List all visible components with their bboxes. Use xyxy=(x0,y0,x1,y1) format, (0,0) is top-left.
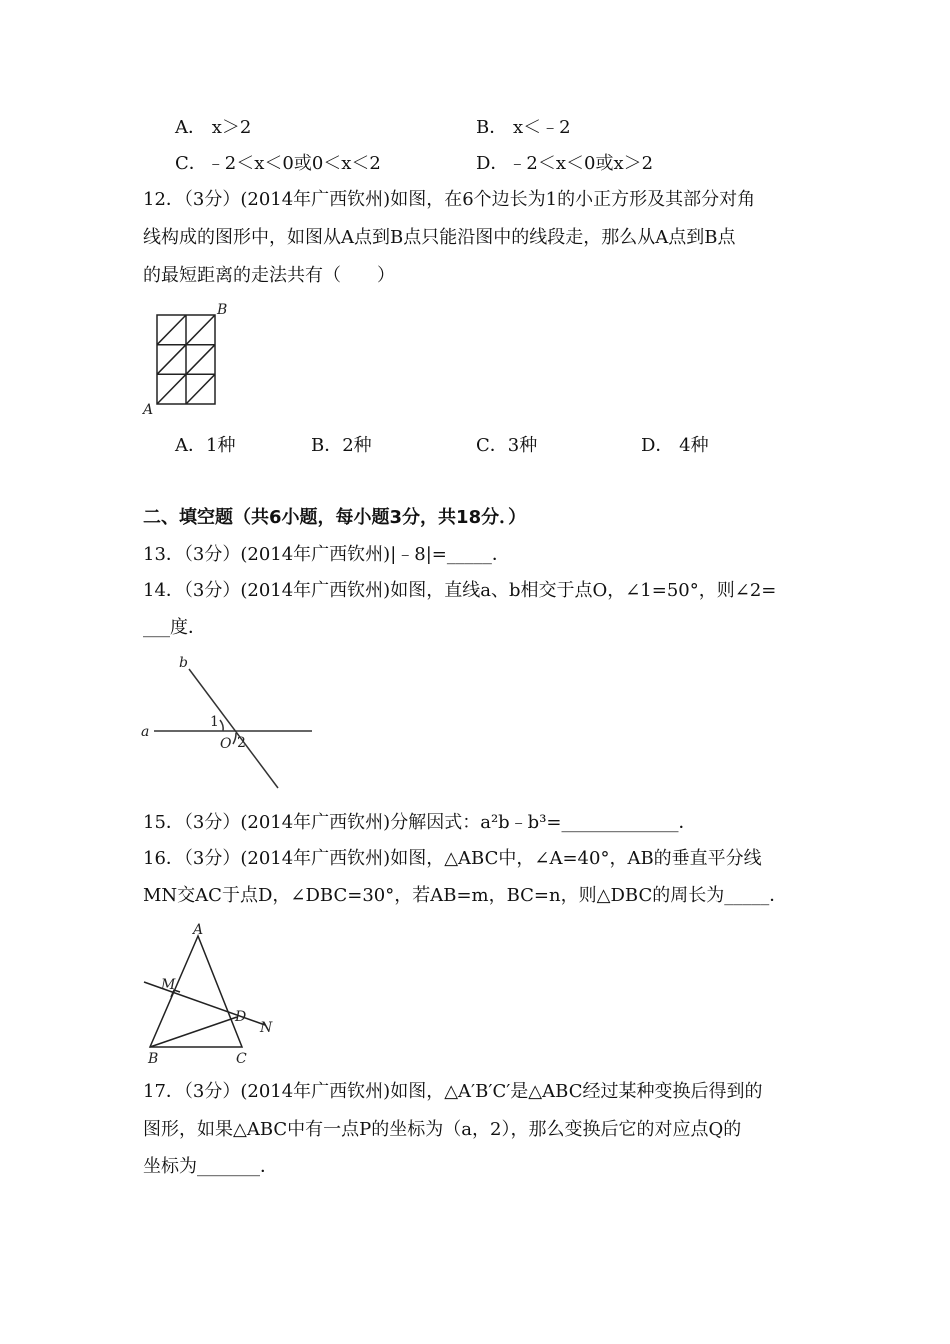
q16-label-b: B xyxy=(148,1051,159,1067)
q12-option-b: B．2种 xyxy=(311,435,372,456)
q16-label-n: N xyxy=(260,1020,273,1036)
q14-line-2: ___度． xyxy=(143,617,206,638)
q12-line-3: 的最短距离的走法共有（ ） xyxy=(143,265,395,286)
q11-option-a: A． x＞2 xyxy=(175,117,252,138)
q12-label-b: B xyxy=(217,302,228,318)
q14-label-1: 1 xyxy=(210,714,219,730)
q11-option-d: D．﹣2＜x＜0或x＞2 xyxy=(476,153,654,174)
q16-triangle-figure xyxy=(140,920,290,1065)
q16-label-m: M xyxy=(161,977,176,993)
q13-text: 13．（3分）(2014年广西钦州)|﹣8|=_____． xyxy=(143,544,510,565)
q14-label-o: O xyxy=(220,736,232,752)
q14-label-a: a xyxy=(141,724,150,740)
q14-intersecting-lines-figure xyxy=(140,652,320,792)
q14-label-2: 2 xyxy=(237,735,246,751)
q16-line-1: 16．（3分）(2014年广西钦州)如图，△ABC中，∠A=40°，AB的垂直平分线 xyxy=(143,848,762,869)
q11-option-c: C．﹣2＜x＜0或0＜x＜2 xyxy=(175,153,381,174)
q12-option-a: A．1种 xyxy=(175,435,236,456)
section-2-heading: 二、填空题（共6小题，每小题3分，共18分．） xyxy=(143,507,527,528)
q14-label-b: b xyxy=(179,655,188,671)
q12-option-c: C．3种 xyxy=(476,435,538,456)
q11-option-b: B． x＜﹣2 xyxy=(476,117,571,138)
q12-option-d: D． 4种 xyxy=(641,435,709,456)
q17-line-3: 坐标为_______． xyxy=(143,1156,278,1177)
q17-line-1: 17．（3分）(2014年广西钦州)如图，△A′B′C′是△ABC经过某种变换后得到的 xyxy=(143,1081,763,1102)
q16-label-d: D xyxy=(235,1009,247,1025)
q15-text: 15．（3分）(2014年广西钦州)分解因式：a²b﹣b³=_____________． xyxy=(143,812,697,833)
q16-line-2: MN交AC于点D，∠DBC=30°，若AB=m，BC=n，则△DBC的周长为_____． xyxy=(143,885,788,906)
q12-grid-figure xyxy=(140,300,240,420)
q16-label-c: C xyxy=(236,1051,247,1067)
q12-line-2: 线构成的图形中，如图从A点到B点只能沿图中的线段走，那么从A点到B点 xyxy=(143,227,736,248)
q12-line-1: 12．（3分）(2014年广西钦州)如图，在6个边长为1的小正方形及其部分对角 xyxy=(143,189,756,210)
q17-line-2: 图形，如果△ABC中有一点P的坐标为（a，2），那么变换后它的对应点Q的 xyxy=(143,1119,742,1140)
q14-line-1: 14．（3分）(2014年广西钦州)如图，直线a、b相交于点O，∠1=50°，则∠2= xyxy=(143,580,777,601)
q16-label-a: A xyxy=(193,922,204,938)
q12-label-a: A xyxy=(143,402,154,418)
